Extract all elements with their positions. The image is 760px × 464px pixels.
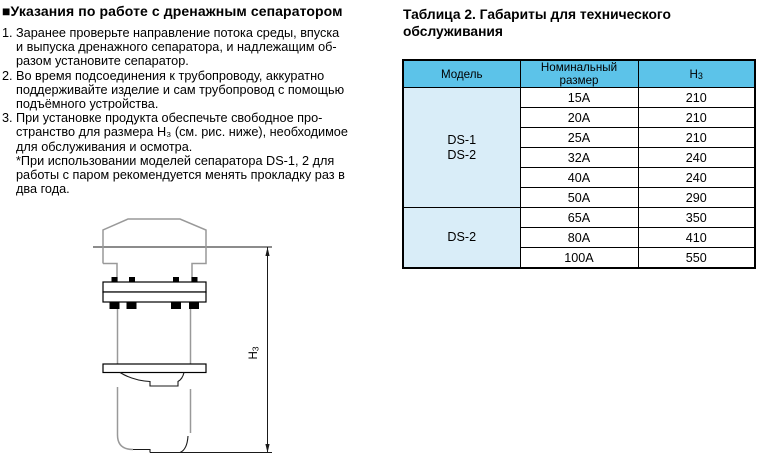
- model-cell: [403, 208, 520, 269]
- table-header-row: [403, 60, 755, 88]
- h3-value-cell: 240: [638, 168, 755, 188]
- header-h3-main: Н: [689, 67, 698, 81]
- instruction-line: два года.: [16, 182, 70, 197]
- bottom-left-curve: [118, 435, 134, 450]
- table-row: [403, 88, 755, 108]
- flange-nut: [189, 302, 199, 309]
- nominal-size-cell: 65A: [520, 208, 638, 228]
- instructions-section: [2, 3, 400, 196]
- flange-bolt: [173, 277, 179, 282]
- instruction-line: Во время подсоединения к трубопроводу, аккуратно: [16, 68, 325, 83]
- instruction-line: странство для размера Н₃ (см. рис. ниже), необходимое: [16, 125, 348, 140]
- h3-value-cell: 240: [638, 148, 755, 168]
- instruction-number: 1.: [2, 26, 13, 40]
- dimension-arrow-up: [265, 247, 269, 256]
- dimension-arrow-down: [265, 444, 269, 453]
- h3-value-cell: 290: [638, 188, 755, 208]
- flange-plate-lower: [103, 292, 206, 302]
- instruction-text: [16, 69, 400, 112]
- separator-figure: [0, 203, 300, 464]
- instruction-line: поддерживайте изделие и сам трубопровод с помощью: [16, 82, 345, 97]
- h3-value-cell: 350: [638, 208, 755, 228]
- flange-bolt: [129, 277, 135, 282]
- instruction-line: Заранее проверьте направление потока среды, впуска: [16, 26, 340, 40]
- flange-plate-upper: [103, 282, 206, 292]
- instruction-line: и выпуска дренажного сепаратора, и надлежащим об-: [16, 40, 337, 55]
- flange-nut: [127, 302, 137, 309]
- separator-cap-outline: [103, 219, 206, 282]
- nominal-size-cell: 25A: [520, 128, 638, 148]
- flange-bolt: [112, 277, 118, 282]
- h3-value-cell: 210: [638, 108, 755, 128]
- header-model: Модель: [403, 60, 520, 88]
- h3-value-cell: 210: [638, 128, 755, 148]
- nominal-size-cell: 100A: [520, 248, 638, 269]
- table-row: [403, 208, 755, 228]
- instruction-item: [2, 111, 400, 196]
- h3-value-cell: 210: [638, 88, 755, 108]
- lower-plate: [103, 364, 206, 373]
- instruction-line: *При использовании моделей сепаратора DS-1, 2 для: [16, 153, 335, 168]
- nominal-size-cell: 20A: [520, 108, 638, 128]
- instruction-line: разом установите сепаратор.: [16, 54, 189, 69]
- nominal-size-cell: 40A: [520, 168, 638, 188]
- nominal-size-cell: 80A: [520, 228, 638, 248]
- h3-value-cell: 550: [638, 248, 755, 269]
- shoulder-notch: [120, 373, 184, 387]
- flange-nut: [110, 302, 120, 309]
- instruction-line: При установке продукта обеспечьте свободное про-: [16, 111, 323, 126]
- instruction-number: 2.: [2, 68, 13, 83]
- instruction-line: для обслуживания и осмотра.: [16, 139, 193, 154]
- model-cell: [403, 88, 520, 208]
- instruction-number: 3.: [2, 111, 13, 126]
- header-h3-sub: 3: [697, 71, 703, 81]
- model-label: DS-2: [447, 230, 477, 244]
- header-nominal-size: Номинальный размер: [520, 60, 638, 88]
- model-label: DS-1: [447, 132, 477, 147]
- instruction-list: [2, 26, 400, 196]
- instruction-line: подъёмного устройства.: [16, 97, 159, 112]
- header-h3: [638, 60, 755, 88]
- h3-value-cell: 410: [638, 228, 755, 248]
- table-title: Таблица 2. Габариты для технического обслуживания: [403, 7, 671, 39]
- bottom-step: [133, 450, 150, 453]
- instruction-line: работы с паром рекомендуется менять прокладку раз в: [16, 168, 345, 183]
- section-title: ■Указания по работе с дренажным сепаратором: [2, 3, 343, 19]
- flange-nut: [171, 302, 181, 309]
- nominal-size-cell: 50A: [520, 188, 638, 208]
- instruction-text: [16, 111, 400, 196]
- nominal-size-cell: 15A: [520, 88, 638, 108]
- instruction-item: [2, 26, 400, 69]
- instruction-item: [2, 69, 400, 112]
- bottom-right-curve: [180, 436, 188, 453]
- maintenance-dimensions-table: [402, 59, 756, 269]
- dimension-label: Н3: [248, 346, 261, 360]
- model-label: DS-2: [447, 147, 477, 162]
- flange-bolt: [192, 277, 198, 282]
- instruction-text: [16, 26, 400, 69]
- nominal-size-cell: 32A: [520, 148, 638, 168]
